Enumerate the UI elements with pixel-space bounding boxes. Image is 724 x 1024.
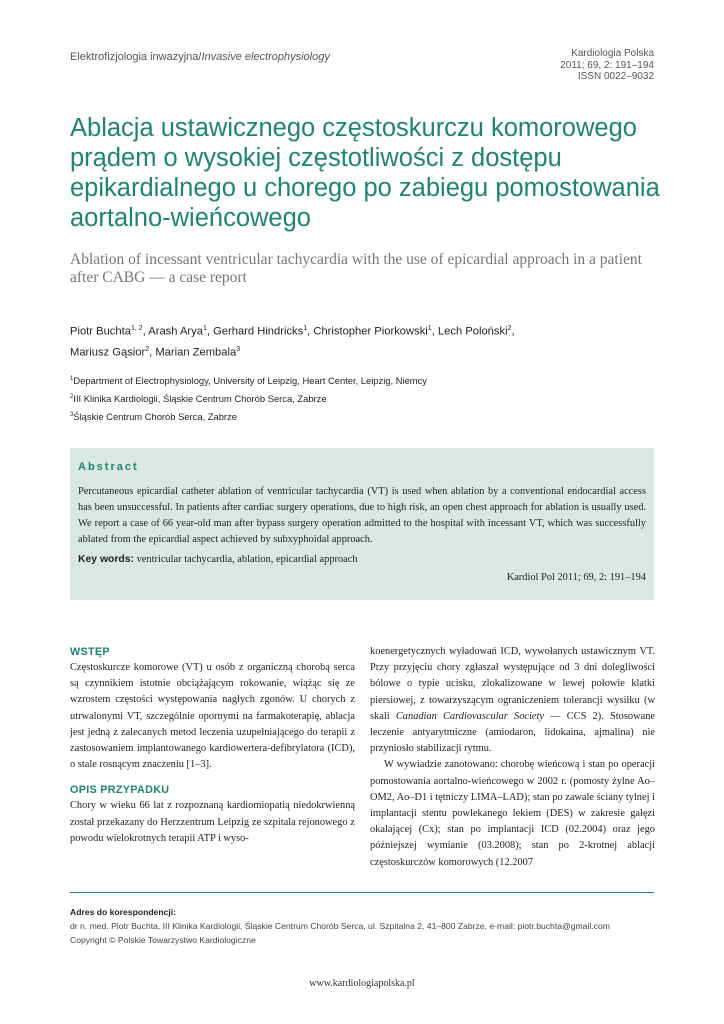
author-affiliation-mark: 1, 2 <box>130 325 143 332</box>
affiliation-item: $^2$III Klinika Kardiologii, Śląskie Centrum Chorób Serca, Zabrze <box>70 393 327 405</box>
author-list: Piotr Buchta$^{1, 2}$, Arash Arya$^1$, Gerhard Hindricks$^1$, Christopher Piorkowski$^1$, Lech Poloński$^2$, Mariusz Gąsior$^2$, Marian Zembala$^3$ <box>70 325 515 359</box>
keywords-text: ventricular tachycardia, ablation, epicardial approach <box>134 554 358 565</box>
paragraph-opis-end: koenergetycznych wyładowań ICD, wywołanych ustawicznym VT. Przy przyjęciu chory zgłaszał występujące od 3 dni dolegliwości bólowe o typie ucisku, zlokalizowane w lewej połowie klatki piersiowej, z towarzyszącym ograniczeniem tolerancji wysiłku (w skali Canadian Cardiovascular Society — CCS 2). Stosowane leczenie antyarytmiczne (amiodaron, lidokaina, ajmalina) nie przyniosło stabilizacji rytmu. <box>370 646 656 755</box>
author-name: Marian Zembala <box>155 346 237 359</box>
correspondence-label: Adres do korespondencji: <box>70 907 177 917</box>
section-label <box>70 51 330 63</box>
author-name: Mariusz Gąsior <box>70 346 146 359</box>
author-name: Piotr Buchta <box>70 325 131 338</box>
author-name: Arash Arya <box>148 325 203 338</box>
abstract-heading: Abstract <box>78 461 139 473</box>
section-heading-wstep: WSTĘP <box>70 646 110 658</box>
author-name: Lech Poloński <box>437 325 508 338</box>
author-affiliation-mark: 2 <box>145 345 150 353</box>
author-affiliation-mark: 1 <box>427 325 432 332</box>
ccs-name: Canadian Cardiovascular Society <box>395 710 544 722</box>
affiliation-item: $^3$Śląskie Centrum Chorób Serca, Zabrze <box>70 411 237 423</box>
copyright: Copyright © Polskie Towarzystwo Kardiologiczne <box>70 935 256 945</box>
author-affiliation-mark: 1 <box>303 325 308 332</box>
section-heading-opis: OPIS PRZYPADKU <box>70 784 170 797</box>
website-url[interactable]: www.kardiologiapolska.pl <box>309 978 415 989</box>
paragraph-opis-start: Chory w wieku 66 lat z rozpoznaną kardiomiopatią niedokrwienną został przekazany do Herzzentrum Leipzig ze szpitala rejonowego z powodu wielokrotnych terapii ATP i wyso- <box>70 800 355 844</box>
author-name: Gerhard Hindricks <box>213 325 304 338</box>
correspondence <box>70 905 670 947</box>
author-affiliation-mark: 3 <box>236 345 241 353</box>
keywords <box>78 552 646 568</box>
author-name: Christopher Piorkowski <box>313 325 428 338</box>
correspondence-address: dr n. med. Piotr Buchta, III Klinika Kardiologii, Śląskie Centrum Chorób Serca, ul. Szpitalna 2, 41–800 Zabrze, e-mail: piotr.buchta@gmail.com <box>70 921 610 931</box>
author-affiliation-mark: 2 <box>507 325 512 332</box>
article-title-pl: Ablacja ustawicznego częstoskurczu komorowego prądem o wysokiej częstotliwości z dostępu epikardialnego u chorego po zabiegu pomostowania aortalno-wieńcowego <box>70 114 660 232</box>
abstract-text: Percutaneous epicardial catheter ablation of ventricular tachycardia (VT) is used when ablation by a conventional endocardial access has been unsuccessful. In patients after cardiac surgery operations, due to high risk, an open chest approach for ablation is usually used. We report a case of 66 year-old man after bypass surgery operation admitted to the hospital with incessant VT, which was successfully ablated from the epicardial aspect achieved by subxyphoidal approach. <box>78 486 646 545</box>
body-column-left <box>70 644 355 847</box>
affiliation-item: $^1$Department of Electrophysiology, University of Leipzig, Heart Center, Leipzig, Niemcy <box>70 375 427 387</box>
affiliation-list <box>70 371 670 425</box>
journal-name: Kardiologia Polska <box>571 48 654 59</box>
body-column-right <box>370 644 655 871</box>
abstract-box <box>70 448 654 600</box>
paragraph-wstep: Częstoskurcze komorowe (VT) u osób z organiczną chorobą serca są czynnikiem istotnie obciążającym rokowanie, wiążąc się ze wzrostem częstości występowania nagłych zgonów. U chorych z utrwalonymi VT, szczególnie opornymi na farmakoterapię, ablacja jest jedną z zalecanych metod leczenia uzupełniającego do terapii z zastosowaniem implantowanego kardiowertera-defibrylatora (ICD), o stale rosnącym znaczeniu [1–3]. <box>70 662 355 771</box>
section-label-pl: Elektrofizjologia inwazyjna/ <box>70 51 202 63</box>
article-title-en: Ablation of incessant ventricular tachycardia with the use of epicardial approach in a patient after CABG — a case report <box>70 251 642 286</box>
journal-info <box>560 48 654 83</box>
keywords-label: Key words: <box>78 554 135 565</box>
author-affiliation-mark: 1 <box>202 325 207 332</box>
citation: Kardiol Pol 2011; 69, 2: 191–194 <box>506 572 646 583</box>
paragraph-wywiad: W wywiadzie zanotowano: chorobę wieńcową i stan po operacji pomostowania aortalno-wieńcowego w 2002 r. (pomosty żylne Ao–OM2, Ao–D1 i tętniczy LIMA–LAD); stan po zawale ściany tylnej i implantacji stentu powlekanego lekiem (DES) w zakresie gałęzi okalającej (Cx); stan po implantacji ICD (02.2004) oraz jego późniejszej wymianie (03.2008); stan po 2-krotnej ablacji częstoskurczów komorowych (12.2007 <box>370 759 655 868</box>
journal-volume: 2011; 69, 2: 191–194 <box>560 59 654 71</box>
journal-issn: ISSN 0022–9032 <box>577 71 654 82</box>
section-label-en: Invasive electrophysiology <box>201 51 330 63</box>
footer-divider <box>70 892 654 893</box>
